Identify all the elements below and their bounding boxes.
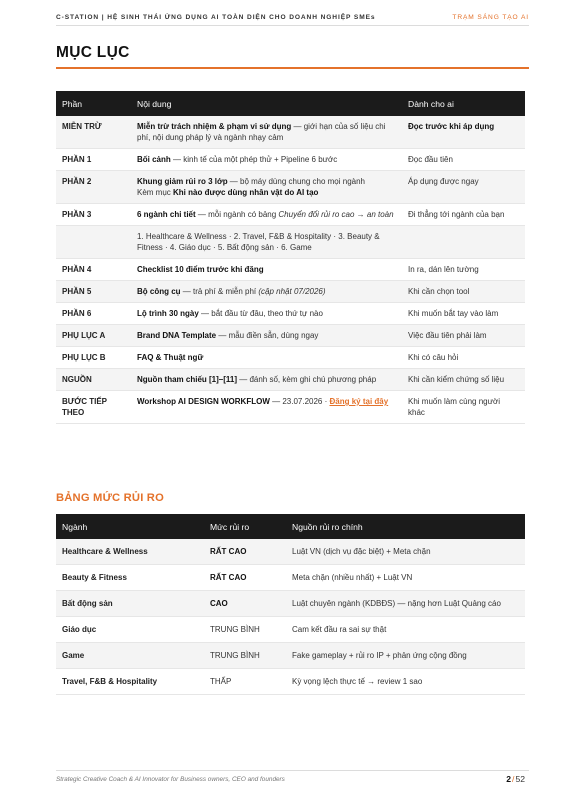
toc-part: PHẦN 2 (56, 171, 131, 204)
page-header (56, 10, 529, 26)
toc-content: Brand DNA Template — mẫu điền sẵn, dùng ngay (131, 325, 402, 347)
toc-content: Khung giảm rủi ro 3 lớp — bộ máy dùng chung cho mọi ngành Kèm mục Khi nào được dùng nhân vật do AI tạo (131, 171, 402, 204)
toc-part: MIỄN TRỪ (56, 116, 131, 149)
toc-content: 6 ngành chi tiết — mỗi ngành có bảng Chuyển đổi rủi ro cao → an toàn (131, 204, 402, 226)
risk-industry: Healthcare & Wellness (56, 539, 204, 565)
risk-header-level: Mức rủi ro (204, 514, 286, 539)
toc-row (56, 303, 525, 325)
toc-row (56, 325, 525, 347)
risk-industry: Giáo dục (56, 617, 204, 643)
page-title: MỤC LỤC (56, 44, 130, 61)
risk-industry: Bất động sản (56, 591, 204, 617)
toc-content: Workshop AI DESIGN WORKFLOW — 23.07.2026 · Đăng ký tại đây (131, 391, 402, 424)
risk-level: TRUNG BÌNH (204, 617, 286, 643)
toc-audience: Việc đầu tiên phải làm (402, 325, 525, 347)
page-separator: / (512, 774, 515, 784)
risk-row (56, 565, 525, 591)
toc-row (56, 259, 525, 281)
risk-row (56, 539, 525, 565)
risk-row (56, 643, 525, 669)
risk-source: Fake gameplay + rủi ro IP + phản ứng cộng đồng (286, 643, 525, 669)
risk-industry: Travel, F&B & Hospitality (56, 669, 204, 695)
toc-content: FAQ & Thuật ngữ (131, 347, 402, 369)
brand-right: TRẠM SÁNG TẠO AI (452, 14, 529, 21)
risk-source: Kỳ vọng lệch thực tế → review 1 sao (286, 669, 525, 695)
toc-row (56, 281, 525, 303)
risk-table (56, 514, 525, 695)
risk-level: TRUNG BÌNH (204, 643, 286, 669)
toc-part: BƯỚC TIẾP THEO (56, 391, 131, 424)
toc-part: PHẦN 4 (56, 259, 131, 281)
risk-industry: Beauty & Fitness (56, 565, 204, 591)
toc-audience: Đi thẳng tới ngành của bạn (402, 204, 525, 226)
page-number (506, 774, 525, 784)
toc-content: Checklist 10 điểm trước khi đăng (131, 259, 402, 281)
toc-part: PHẦN 3 (56, 204, 131, 226)
risk-level: CAO (204, 591, 286, 617)
toc-part: PHẦN 6 (56, 303, 131, 325)
risk-heading: BẢNG MỨC RỦI RO (56, 492, 164, 504)
toc-audience: Khi muốn bắt tay vào làm (402, 303, 525, 325)
toc-audience: Khi có câu hỏi (402, 347, 525, 369)
footer-rule (56, 770, 529, 771)
toc-part: PHẦN 1 (56, 149, 131, 171)
toc-row (56, 149, 525, 171)
risk-row (56, 669, 525, 695)
toc-header-row (56, 91, 525, 116)
risk-header-source: Nguồn rủi ro chính (286, 514, 525, 539)
toc-table (56, 91, 525, 424)
toc-row (56, 347, 525, 369)
toc-part: PHỤ LỤC A (56, 325, 131, 347)
title-rule (56, 67, 529, 69)
toc-audience (402, 226, 525, 259)
toc-content: Bối cảnh — kinh tế của một phép thử + Pipeline 6 bước (131, 149, 402, 171)
toc-audience: Đọc đầu tiên (402, 149, 525, 171)
toc-content: Miễn trừ trách nhiệm & phạm vi sử dụng — giới hạn của số liệu chi phí, nội dung pháp lý và ngành nhạy cảm (131, 116, 402, 149)
toc-row (56, 391, 525, 424)
risk-industry: Game (56, 643, 204, 669)
toc-row (56, 171, 525, 204)
register-link[interactable]: Đăng ký tại đây (329, 397, 389, 406)
toc-audience: In ra, dán lên tường (402, 259, 525, 281)
toc-content: Bộ công cụ — trả phí & miễn phí (cập nhật 07/2026) (131, 281, 402, 303)
risk-header-row (56, 514, 525, 539)
toc-content: 1. Healthcare & Wellness · 2. Travel, F&B & Hospitality · 3. Beauty & Fitness · 4. Giáo dục · 5. Bất động sản · 6. Game (131, 226, 402, 259)
toc-header-content: Nội dung (131, 91, 402, 116)
toc-part (56, 226, 131, 259)
toc-audience: Khi muốn làm cùng người khác (402, 391, 525, 424)
risk-header-industry: Ngành (56, 514, 204, 539)
toc-header-audience: Dành cho ai (402, 91, 525, 116)
toc-content: Nguồn tham chiếu [1]–[11] — đánh số, kèm ghi chú phương pháp (131, 369, 402, 391)
risk-source: Cam kết đầu ra sai sự thật (286, 617, 525, 643)
page-current: 2 (506, 774, 512, 784)
footer-tagline: Strategic Creative Coach & AI Innovator for Business owners, CEO and founders (56, 776, 285, 783)
risk-source: Luật chuyên ngành (KDBĐS) — nặng hơn Luật Quảng cáo (286, 591, 525, 617)
risk-level: RẤT CAO (204, 565, 286, 591)
toc-row (56, 204, 525, 226)
toc-content: Lộ trình 30 ngày — bắt đầu từ đâu, theo thứ tự nào (131, 303, 402, 325)
toc-audience: Áp dụng được ngay (402, 171, 525, 204)
toc-part: PHẦN 5 (56, 281, 131, 303)
toc-part: NGUỒN (56, 369, 131, 391)
risk-row (56, 591, 525, 617)
risk-level: THẤP (204, 669, 286, 695)
toc-row (56, 116, 525, 149)
risk-level: RẤT CAO (204, 539, 286, 565)
toc-header-part: Phần (56, 91, 131, 116)
toc-audience: Đọc trước khi áp dụng (402, 116, 525, 149)
toc-audience: Khi cần kiểm chứng số liệu (402, 369, 525, 391)
toc-part: PHỤ LỤC B (56, 347, 131, 369)
risk-source: Luật VN (dịch vụ đặc biệt) + Meta chặn (286, 539, 525, 565)
toc-row (56, 226, 525, 259)
risk-row (56, 617, 525, 643)
toc-audience: Khi cần chọn tool (402, 281, 525, 303)
risk-source: Meta chặn (nhiều nhất) + Luật VN (286, 565, 525, 591)
toc-row (56, 369, 525, 391)
page-total: 52 (515, 774, 525, 784)
brand-left: C-STATION | HỆ SINH THÁI ỨNG DỤNG AI TOÀN DIỆN CHO DOANH NGHIỆP SMEs (56, 14, 376, 21)
